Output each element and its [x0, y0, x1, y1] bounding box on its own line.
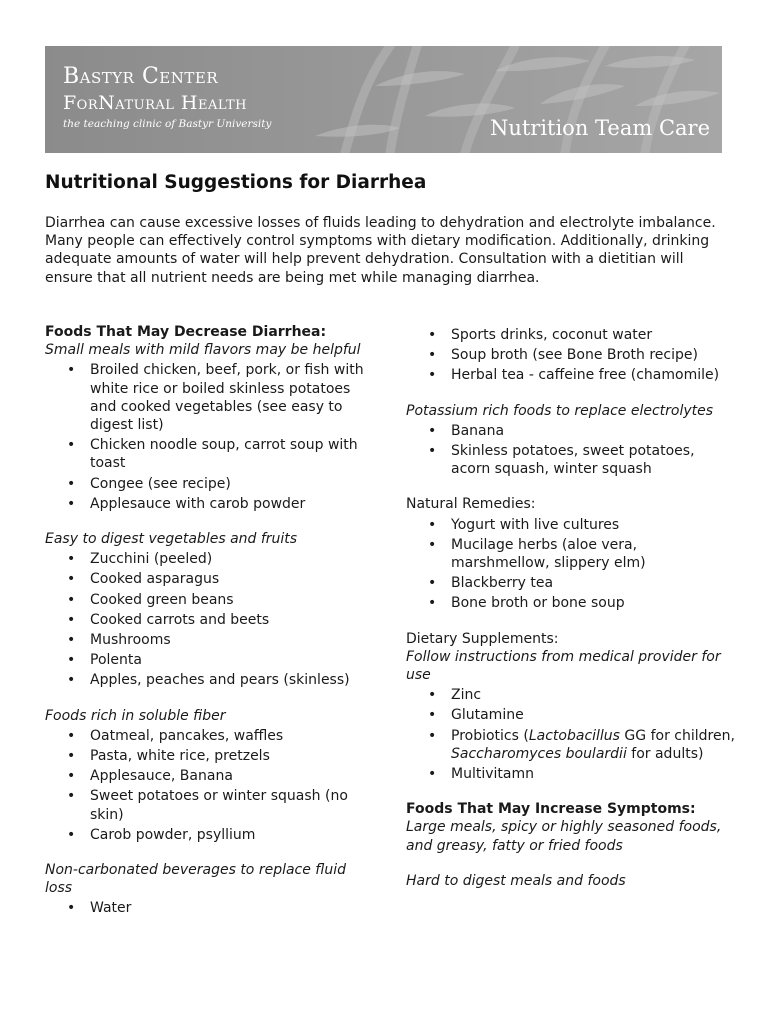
probiotics-species-1: Lactobacillus — [528, 727, 620, 744]
increase-heading: Foods That May Increase Symptoms: — [406, 801, 696, 818]
intro-paragraph: Diarrhea can cause excessive losses of fluids leading to dehydration and electrolyte imbalance. Many people can effectively control symptoms with dietary modification. Additionally, drinking adequate amounts of water will help prevent dehydration. Consultation with a dietitian will ensure that all nutrient needs are being met while managing diarrhea. — [45, 215, 716, 286]
org-name-line1: Bastyr Center — [63, 64, 219, 89]
digest-list — [45, 550, 367, 689]
decrease-subheading: Small meals with mild flavors may be helpful — [45, 342, 361, 359]
digest-section — [45, 530, 367, 690]
list-item-probiotics — [451, 727, 736, 763]
right-column — [406, 324, 736, 890]
program-name: Nutrition Team Care — [489, 116, 710, 140]
decrease-section — [45, 323, 367, 513]
supplements-section — [406, 630, 736, 784]
list-item: • Polenta — [90, 651, 367, 669]
fiber-heading: Foods rich in soluble fiber — [45, 707, 226, 724]
header-banner — [45, 46, 722, 153]
digest-heading: Easy to digest vegetables and fruits — [45, 531, 298, 548]
list-item: • Blackberry tea — [451, 574, 736, 592]
page-title: Nutritional Suggestions for Diarrhea — [45, 172, 427, 193]
list-item: • Skinless potatoes, sweet potatoes, acorn squash, winter squash — [451, 442, 736, 478]
list-item: • Bone broth or bone soup — [451, 594, 736, 612]
decrease-list — [45, 361, 367, 513]
list-item: • Glutamine — [451, 706, 736, 724]
list-item: • Sports drinks, coconut water — [451, 326, 736, 344]
list-item: • Yogurt with live cultures — [451, 516, 736, 534]
beverage-heading: Non-carbonated beverages to replace fluid loss — [45, 862, 346, 897]
list-item: • Herbal tea - caffeine free (chamomile) — [451, 366, 736, 384]
potassium-list — [406, 422, 736, 479]
list-item: • Oatmeal, pancakes, waffles — [90, 727, 367, 745]
org-name-line2 — [63, 92, 247, 114]
increase-section — [406, 800, 736, 855]
list-item: • Mushrooms — [90, 631, 367, 649]
list-item: • Multivitamn — [451, 765, 736, 783]
org-name-for: For — [63, 92, 99, 114]
list-item: • Chicken noodle soup, carrot soup with toast — [90, 436, 367, 472]
supplements-subheading: Follow instructions from medical provider for use — [406, 648, 721, 684]
beverage-list — [45, 899, 367, 917]
list-item: • Zucchini (peeled) — [90, 550, 367, 568]
probiotics-mid: GG for children, — [619, 727, 735, 744]
beverage-section — [45, 861, 367, 918]
list-item: • Zinc — [451, 686, 736, 704]
list-item: • Applesauce, Banana — [90, 767, 367, 785]
beverage-list-continued — [406, 326, 736, 385]
list-item: • Apples, peaches and pears (skinless) — [90, 671, 367, 689]
potassium-section — [406, 402, 736, 479]
org-name-rest: Natural Health — [98, 92, 247, 114]
probiotics-prefix: Probiotics ( — [451, 727, 529, 744]
list-item: • Cooked carrots and beets — [90, 611, 367, 629]
list-item: • Carob powder, psyllium — [90, 826, 367, 844]
remedies-heading: Natural Remedies: — [406, 496, 536, 513]
hard-digest-text: Hard to digest meals and foods — [406, 872, 626, 889]
probiotics-suffix: for adults) — [626, 745, 704, 762]
beverage-continued-section — [406, 326, 736, 385]
list-item: • Sweet potatoes or winter squash (no skin) — [90, 787, 367, 823]
remedies-list — [406, 516, 736, 613]
list-item: • Applesauce with carob powder — [90, 495, 367, 513]
fiber-section — [45, 707, 367, 844]
increase-text: Large meals, spicy or highly seasoned foods, and greasy, fatty or fried foods — [406, 819, 722, 854]
left-column — [45, 323, 367, 935]
list-item: • Broiled chicken, beef, pork, or fish with white rice or boiled skinless potatoes and cooked vegetables (see easy to digest list) — [90, 361, 367, 434]
decrease-heading: Foods That May Decrease Diarrhea: — [45, 324, 327, 340]
list-item: • Mucilage herbs (aloe vera, marshmellow, slippery elm) — [451, 536, 736, 572]
supplements-list — [406, 686, 736, 783]
org-tagline: the teaching clinic of Bastyr University — [63, 118, 272, 130]
supplements-heading: Dietary Supplements: — [406, 630, 559, 647]
list-item: • Water — [90, 899, 367, 917]
potassium-heading: Potassium rich foods to replace electrolytes — [406, 402, 714, 419]
list-item: • Soup broth (see Bone Broth recipe) — [451, 346, 736, 364]
list-item: • Congee (see recipe) — [90, 475, 367, 493]
list-item: • Cooked green beans — [90, 591, 367, 609]
list-item: • Banana — [451, 422, 736, 440]
list-item: • Pasta, white rice, pretzels — [90, 747, 367, 765]
remedies-section — [406, 495, 736, 612]
probiotics-species-2: Saccharomyces boulardii — [451, 745, 627, 762]
fiber-list — [45, 727, 367, 844]
list-item: • Cooked asparagus — [90, 570, 367, 588]
